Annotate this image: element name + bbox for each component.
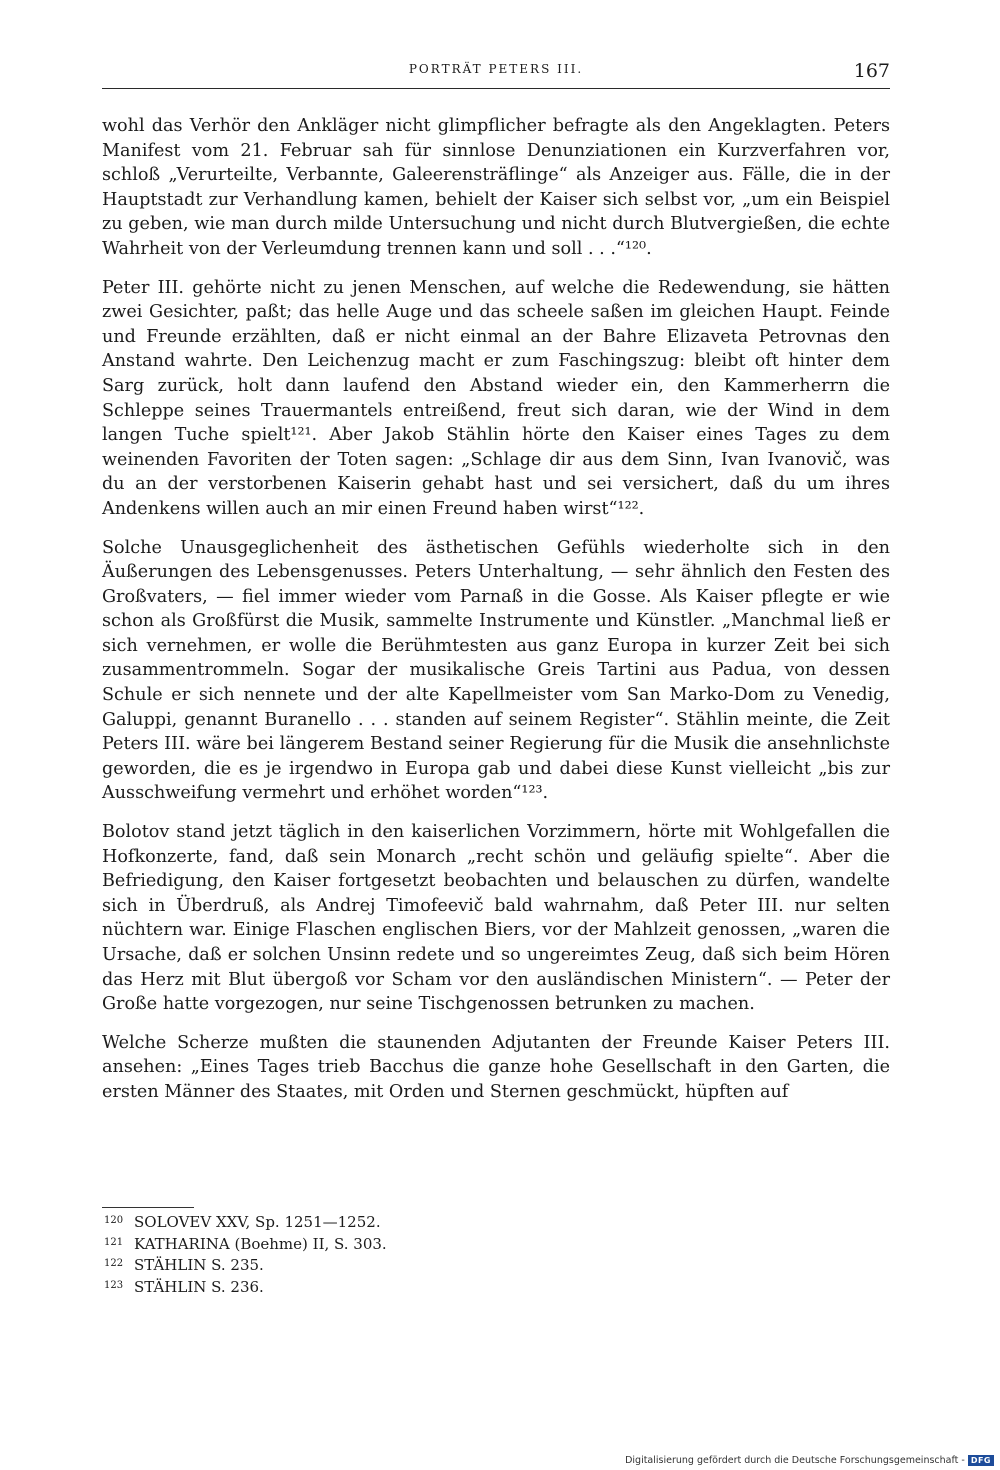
footnote-120 [104, 1211, 604, 1233]
dfg-logo-icon: DFG [968, 1455, 994, 1466]
digitization-credit [625, 1455, 994, 1466]
footnote-text: KATHARINA (Boehme) II, S. 303. [134, 1234, 387, 1253]
paragraph-1: wohl das Verhör den Ankläger nicht glimpflicher befragte als den Angeklagten. Peters Manifest vom 21. Februar sah für sinnlose Denunziationen ein Kurzverfahren vor, schloß „Verurteilte, Verbannte, Galeerensträflinge“ als Anzeiger aus. Fälle, die in der Hauptstadt zur Verhandlung kamen, behielt der Kaiser sich selbst vor, „um ein Beispiel zu geben, wie man durch milde Untersuchung und nicht durch Blutvergießen, die echte Wahrheit von der Verleumdung trennen kann und soll . . .“¹²⁰. [102, 116, 890, 259]
footnote-121 [104, 1233, 604, 1255]
footnote-123 [104, 1276, 604, 1298]
footnote-rule [102, 1207, 194, 1208]
footnote-text: STÄHLIN S. 235. [134, 1256, 264, 1275]
footnote-number: 122 [104, 1258, 124, 1270]
paragraph-4: Bolotov stand jetzt täglich in den kaiserlichen Vorzimmern, hörte mit Wohlgefallen die Hofkonzerte, fand, daß sein Monarch „recht schön und geläufig spielte“. Aber die Befriedigung, den Kaiser fortgesetzt beobachten und belauschen zu dürfen, wandelte sich in Überdruß, als Andrej Timofeevič bald wahrnahm, daß Peter III. nur selten nüchtern war. Einige Flaschen englischen Biers, vor der Mahlzeit genossen, „waren die Ursache, daß er solchen Unsinn redete und so ungereimtes Zeug, daß sich beim Hören das Herz mit Blut übergoß vor Scham vor den ausländischen Ministern“. — Peter der Große hatte vorgezogen, nur seine Tischgenossen betrunken zu machen. [102, 822, 890, 1015]
page-number: 167 [853, 60, 890, 82]
footnote-number: 120 [104, 1215, 124, 1226]
paragraph-2: Peter III. gehörte nicht zu jenen Menschen, auf welche die Redewendung, sie hätten zwei Gesichter, paßt; das helle Auge und das scheele saßen im gleichen Haupt. Feinde und Freunde erzählten, daß er nicht einmal an der Bahre Elizaveta Petrovnas den Anstand wahrte. Den Leichenzug macht er zum Faschingszug: bleibt oft hinter dem Sarg zurück, holt dann laufend den Abstand wieder ein, den Kammerherrn die Schleppe seines Trauermantels entreißend, freut sich daran, wie der Wind in dem langen Tuche spielt¹²¹. Aber Jakob Stählin hörte den Kaiser eines Tages zu dem weinenden Favoriten der Toten sagen: „Schlage dir aus dem Sinn, Ivan Ivanovič, was du an der verstorbenen Kaiserin gehabt hast und sei versichert, daß du um ihres Andenkens willen auch an mir einen Freund haben wirst“¹²². [102, 277, 890, 519]
footnote-122 [104, 1254, 604, 1276]
footnote-number: 123 [104, 1279, 124, 1291]
footnote-text: SOLOVEV XXV, Sp. 1251—1252. [134, 1213, 381, 1231]
footnote-number: 121 [104, 1236, 124, 1248]
paragraph-5: Welche Scherze mußten die staunenden Adjutanten der Freunde Kaiser Peters III. ansehen: „Eines Tages trieb Bacchus die ganze hohe Gesellschaft in den Garten, die ersten Männer des Staates, mit Orden und Sternen geschmückt, hüpften auf [102, 1032, 890, 1102]
body-text [102, 114, 890, 1118]
credit-text: Digitalisierung gefördert durch die Deutsche Forschungsgemeinschaft - [625, 1455, 965, 1466]
running-head: PORTRÄT PETERS III. [408, 62, 584, 76]
header-rule [102, 88, 890, 89]
footnotes [104, 1211, 604, 1297]
footnote-text: STÄHLIN S. 236. [134, 1277, 264, 1296]
paragraph-3: Solche Unausgeglichenheit des ästhetischen Gefühls wiederholte sich in den Äußerungen des Lebensgenusses. Peters Unterhaltung, — sehr ähnlich den Festen des Großvaters, — fiel immer wieder vom Parnaß in die Gosse. Als Kaiser pflegte er wie schon als Großfürst die Musik, sammelte Instrumente und Künstler. „Manchmal ließ er sich vernehmen, er wolle die Berühmtesten aus ganz Europa in kurzer Zeit bei sich zusammentrommeln. Sogar der musikalische Greis Tartini aus Padua, von dessen Schule er sich nennete und der alte Kapellmeister vom San Marko-Dom zu Venedig, Galuppi, genannt Buranello . . . standen auf seinem Register“. Stählin meinte, die Zeit Peters III. wäre bei längerem Bestand seiner Regierung für die Musik die ansehnlichste geworden, die es je irgendwo in Europa gab und dabei diese Kunst vielleicht „bis zur Ausschweifung vermehrt und erhöhet worden“¹²³. [102, 537, 890, 804]
